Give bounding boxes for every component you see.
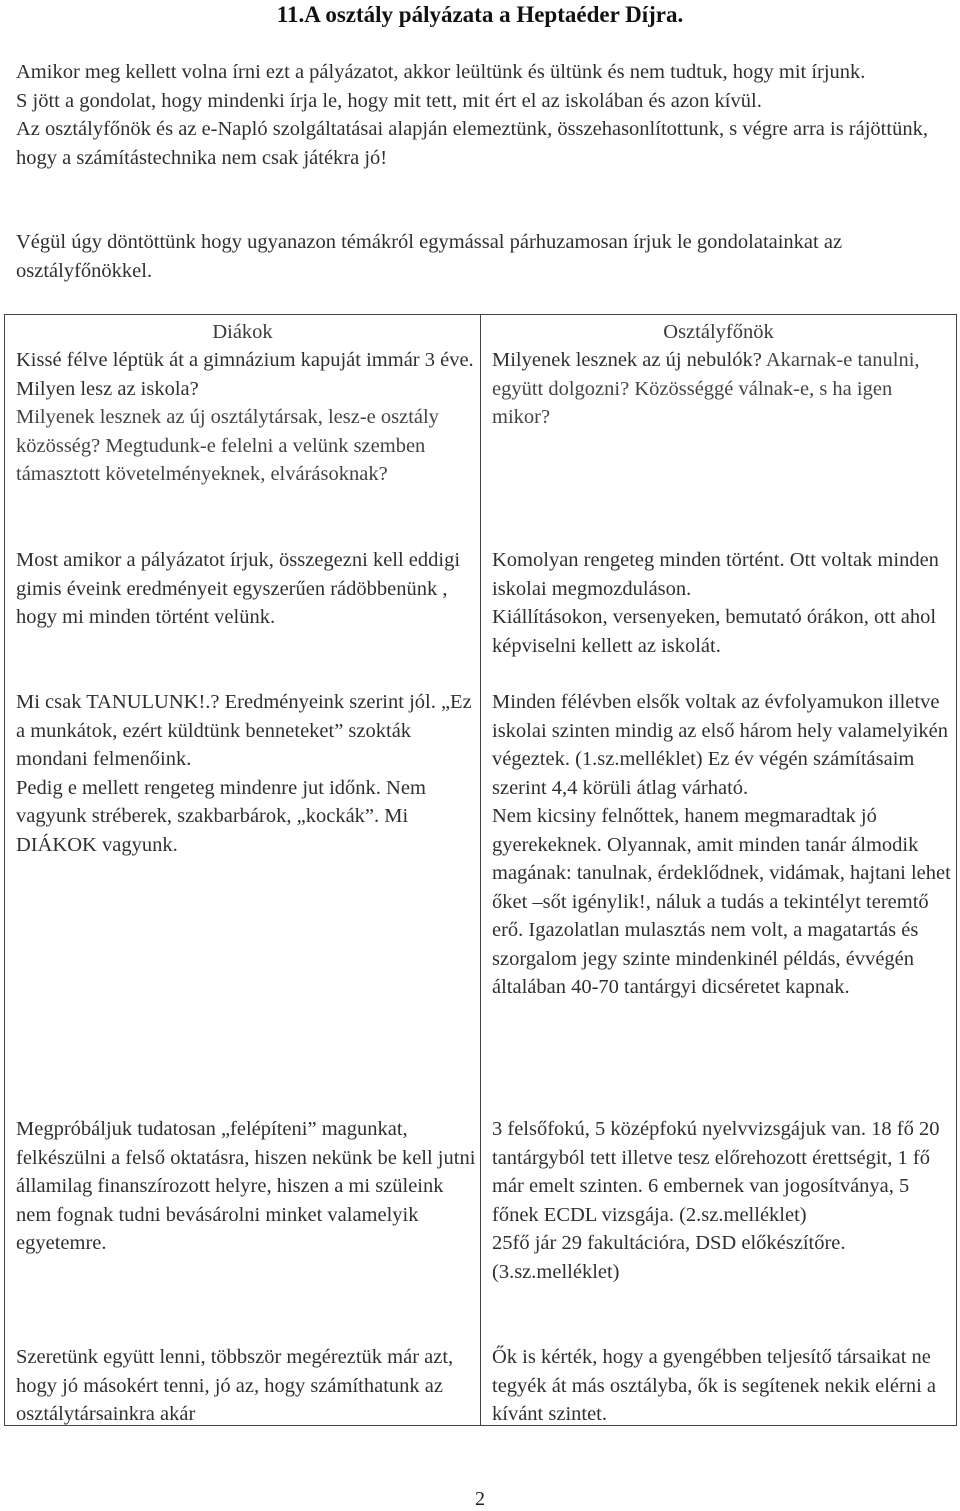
students-text-3a: Mi csak TANULUNK!.? Eredményeink szerint jól. „Ez a munkátok, ezért küldtünk benneteket” szokták mondani felmenőink. <box>16 691 472 770</box>
teacher-header: Osztályfőnök <box>663 321 774 343</box>
teacher-text-3a: Minden félévben elsők voltak az évfolyamukon illetve iskolai szinten mindig az első három hely valamelyikén végeztek. (1.sz.melléklet) Ez év végén számításaim szerint 4,4 körüli átlag várható. <box>492 691 949 799</box>
students-text-4: Megpróbáljuk tudatosan „felépíteni” magunkat, felkészülni a felső oktatásra, hiszen nekünk be kell jutni államilag finanszírozott helyre, hiszen a mi szüleink nem fognak tudni bevásárolni minket valamelyik egyetemre. <box>16 1118 476 1254</box>
students-block-1 <box>16 346 476 489</box>
students-text-1b: Milyenek lesznek az új osztálytársak, lesz-e osztály közösség? Megtudunk-e felelni a velünk szemben támasztott követelményeknek, elvárásoknak? <box>16 406 439 485</box>
teacher-text-1b: Akarnak-e tanulni, együtt dolgozni? Közösséggé válnak-e, s ha igen mikor? <box>492 349 920 428</box>
intro-closing-paragraph <box>16 228 951 285</box>
teacher-text-1a: Milyenek lesznek az új nebulók? <box>492 349 762 371</box>
intro-line-2: S jött a gondolat, hogy mindenki írja le, hogy mit tett, mit ért el az iskolában és azon kívül. <box>16 89 762 112</box>
students-block-4 <box>16 1115 476 1258</box>
students-text-1: Kissé félve léptük át a gimnázium kapuját immár 3 éve. Milyen lesz az iskola? <box>16 349 474 400</box>
teacher-block-5 <box>492 1343 952 1429</box>
intro-line-4: Végül úgy döntöttünk hogy ugyanazon témákról egymással párhuzamosan írjuk le gondolatainkat az osztályfőnökkel. <box>16 231 843 282</box>
teacher-text-2b: Kiállításokon, versenyeken, bemutató órákon, ott ahol képviselni kellett az iskolát. <box>492 606 937 657</box>
students-block-5 <box>16 1343 476 1429</box>
teacher-block-2 <box>492 546 952 660</box>
intro-paragraph <box>16 58 951 172</box>
document-title: 11.A osztály pályázata a Heptaéder Díjra. <box>276 2 684 27</box>
teacher-text-4a: 3 felsőfokú, 5 középfokú nyelvvizsgájuk van. 18 fő 20 tantárgyból tett illetve tesz előrehozott érettségit, 1 fő már emelt szinten. 6 embernek van jogosítványa, 5 főnek ECDL vizsgája. (2.sz.melléklet) <box>492 1118 940 1226</box>
intro-line-3: Az osztályfőnök és az e-Napló szolgáltatásai alapján elemeztünk, összehasonlítottunk, s végre arra is rájöttünk, hogy a számítástechnika nem csak játékra jó! <box>16 118 928 169</box>
students-block-3 <box>16 688 476 859</box>
teacher-text-3b: Nem kicsiny felnőttek, hanem megmaradtak jó gyerekeknek. Olyannak, amit minden tanár álmodik magának: tanulnak, érdeklődnek, vidámak, hajtani lehet őket –sőt igénylik!, náluk a tudás a tekintélyt teremtő erő. Igazolatlan mulasztás nem volt, a magatartás és szorgalom jegy szinte mindenkinél példás, évvégén általában 40-70 tantárgyi dicséretet kapnak. <box>492 805 951 998</box>
page-number: 2 <box>475 1488 485 1510</box>
teacher-block-4 <box>492 1115 952 1286</box>
intro-line-1: Amikor meg kellett volna írni ezt a pályázatot, akkor leültünk és ültünk és nem tudtuk, hogy mit írjunk. <box>16 61 866 83</box>
students-block-2 <box>16 546 476 632</box>
students-header: Diákok <box>212 321 273 343</box>
students-text-3b: Pedig e mellett rengeteg mindenre jut időnk. Nem vagyunk stréberek, szakbarbárok, „kockák”. Mi DIÁKOK vagyunk. <box>16 776 426 856</box>
students-text-5: Szeretünk együtt lenni, többször megéreztük már azt, hogy jó másokért tenni, jó az, hogy számíthatunk az osztálytársainkra akár <box>16 1346 454 1425</box>
teacher-text-1 <box>492 346 952 432</box>
teacher-text-2a: Komolyan rengeteg minden történt. Ott voltak minden iskolai megmozduláson. <box>492 549 939 600</box>
students-column <box>4 314 481 1426</box>
teacher-text-5: Ők is kérték, hogy a gyengébben teljesítő társaikat ne tegyék át más osztályba, ők is segítenek nekik elérni a kívánt szintet. <box>492 1346 937 1425</box>
teacher-block-1 <box>492 346 952 432</box>
teacher-block-3 <box>492 688 952 1002</box>
students-text-2: Most amikor a pályázatot írjuk, összegezni kell eddigi gimis éveink eredményeit egyszerűen rádöbbenünk , hogy mi minden történt velünk. <box>16 549 461 628</box>
teacher-text-4b: 25fő jár 29 fakultációra, DSD előkészítőre. (3.sz.melléklet) <box>492 1232 846 1283</box>
teacher-column <box>480 314 957 1426</box>
